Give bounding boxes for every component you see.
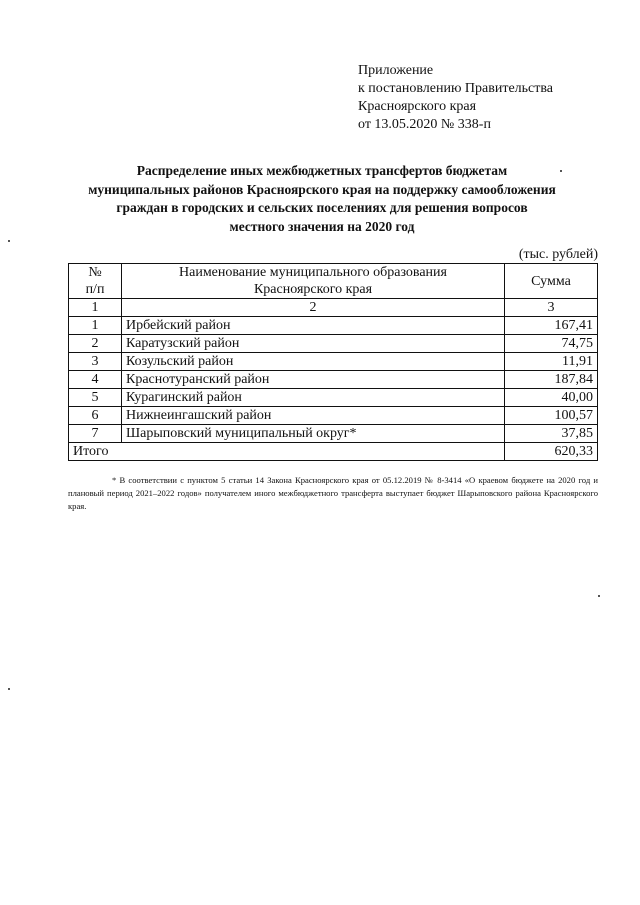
row-sum: 37,85 bbox=[505, 425, 598, 443]
annex-line: от 13.05.2020 № 338-п bbox=[358, 117, 491, 132]
row-sum: 167,41 bbox=[505, 317, 598, 335]
total-label: Итого bbox=[69, 443, 505, 461]
row-number: 1 bbox=[69, 317, 122, 335]
table-row bbox=[69, 389, 598, 407]
table-row bbox=[69, 353, 598, 371]
row-sum: 74,75 bbox=[505, 335, 598, 353]
header-number bbox=[69, 264, 122, 299]
table-row bbox=[69, 407, 598, 425]
column-index: 3 bbox=[505, 299, 598, 317]
annex-block bbox=[358, 62, 553, 134]
row-sum: 40,00 bbox=[505, 389, 598, 407]
row-sum: 100,57 bbox=[505, 407, 598, 425]
row-name: Ирбейский район bbox=[122, 317, 505, 335]
scan-speck bbox=[8, 240, 10, 242]
row-sum: 187,84 bbox=[505, 371, 598, 389]
table-row bbox=[69, 425, 598, 443]
header-name bbox=[122, 264, 505, 299]
scan-speck bbox=[598, 595, 600, 597]
row-number: 5 bbox=[69, 389, 122, 407]
row-number: 4 bbox=[69, 371, 122, 389]
total-row bbox=[69, 443, 598, 461]
annex-line: Красноярского края bbox=[358, 99, 477, 114]
header-name-line: Красноярского края bbox=[253, 282, 373, 297]
header-number-line: № bbox=[88, 265, 102, 280]
column-index: 2 bbox=[122, 299, 505, 317]
title-line: граждан в городских и сельских поселениях для решения вопросов bbox=[116, 200, 528, 215]
row-number: 6 bbox=[69, 407, 122, 425]
table-row bbox=[69, 317, 598, 335]
row-number: 2 bbox=[69, 335, 122, 353]
row-name: Каратузский район bbox=[122, 335, 505, 353]
annex-line: Приложение bbox=[358, 63, 434, 78]
scan-speck bbox=[560, 170, 562, 172]
header-number-line: п/п bbox=[85, 282, 105, 297]
table-header-row bbox=[69, 264, 598, 299]
column-index-row bbox=[69, 299, 598, 317]
title-line: муниципальных районов Красноярского края на поддержку самообложения bbox=[88, 181, 556, 197]
title-line: местного значения на 2020 год bbox=[229, 218, 415, 234]
column-index: 1 bbox=[69, 299, 122, 317]
distribution-table bbox=[68, 263, 598, 461]
footnote: * В соответствии с пунктом 5 статьи 14 Закона Красноярского края от 05.12.2019 № 8-3414 «О краевом бюджете на 2020 год и плановый период 2021–2022 годов» получателем иного межбюджетного трансферта выступает бюджет Шарыповского района Красноярского края. bbox=[68, 475, 598, 511]
row-name: Нижнеингашский район bbox=[122, 407, 505, 425]
row-name: Курагинский район bbox=[122, 389, 505, 407]
row-number: 3 bbox=[69, 353, 122, 371]
header-sum: Сумма bbox=[505, 264, 598, 299]
units-label: (тыс. рублей) bbox=[518, 247, 598, 262]
scan-speck bbox=[8, 688, 10, 690]
row-name: Шарыповский муниципальный округ* bbox=[122, 425, 505, 443]
row-number: 7 bbox=[69, 425, 122, 443]
annex-line: к постановлению Правительства bbox=[358, 81, 554, 96]
total-sum: 620,33 bbox=[505, 443, 598, 461]
title-line: Распределение иных межбюджетных трансфертов бюджетам bbox=[136, 163, 508, 178]
header-name-line: Наименование муниципального образования bbox=[179, 265, 447, 280]
document-title bbox=[40, 162, 604, 236]
row-sum: 11,91 bbox=[505, 353, 598, 371]
row-name: Краснотуранский район bbox=[122, 371, 505, 389]
table-row bbox=[69, 335, 598, 353]
row-name: Козульский район bbox=[122, 353, 505, 371]
table-row bbox=[69, 371, 598, 389]
